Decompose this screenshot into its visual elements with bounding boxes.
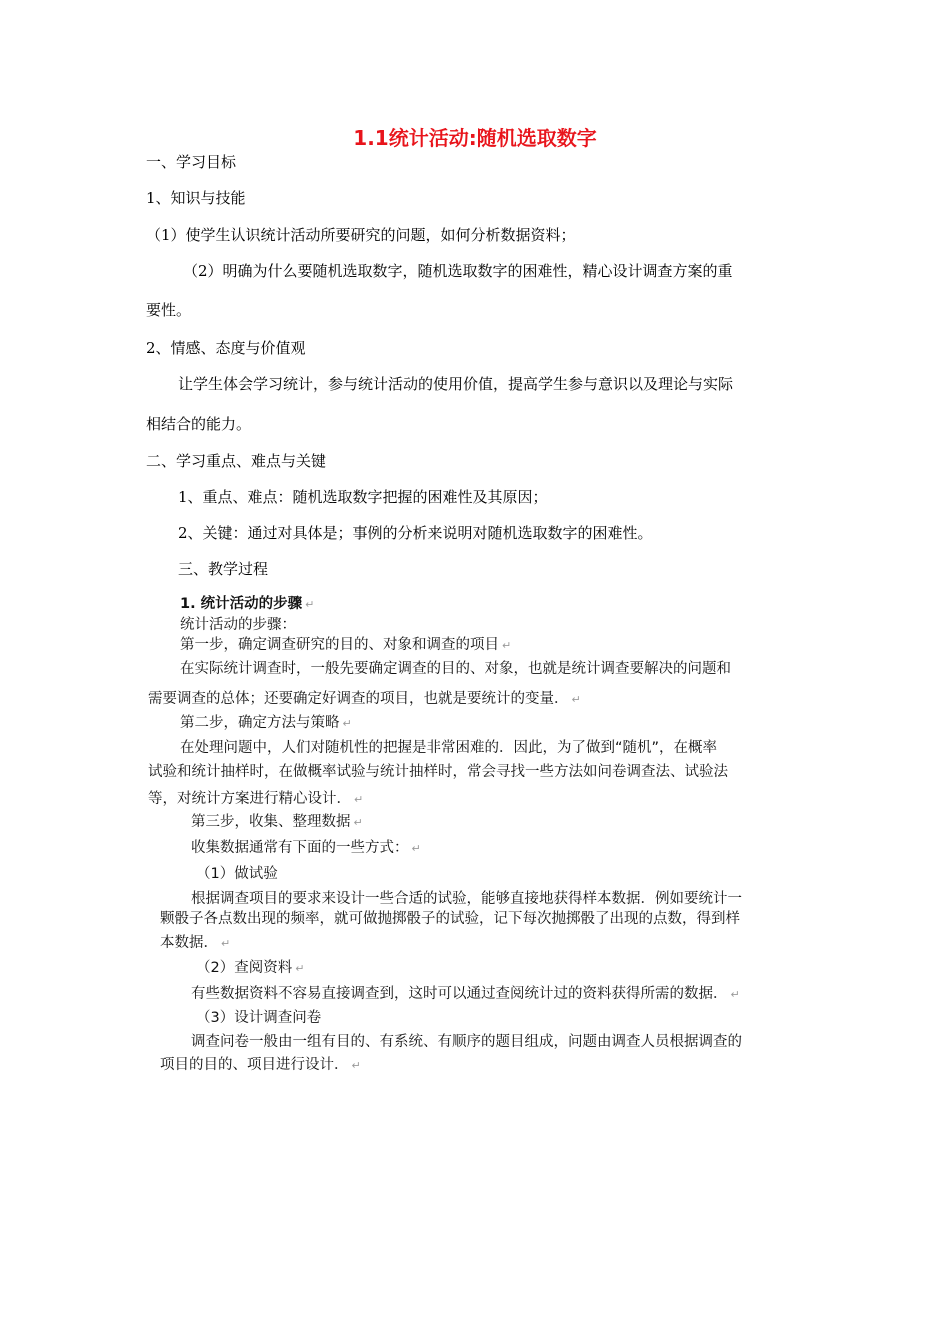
focus-item-2: 2、关键：通过对具体是；事例的分析来说明对随机选取数字的困难性。 [178, 524, 653, 542]
paragraph-mark: ↵ [353, 816, 363, 829]
step-2-para-line-3: 等，对统计方案进行精心设计． [148, 791, 351, 807]
paragraph-mark: ↵ [354, 793, 364, 806]
emotion-line-1: 让学生体会学习统计，参与统计活动的使用价值，提高学生参与意识以及理论与实际 [178, 375, 734, 393]
step-1-heading: 第一步，确定调查研究的目的、对象和调查的项目 [180, 637, 499, 653]
cropped-line [148, 789, 408, 807]
method-1-para-line-1: 根据调查项目的要求来设计一些合适的试验，能够直接地获得样本数据．例如要统计一 [191, 891, 742, 907]
objectives-heading: 一、学习目标 [146, 153, 237, 171]
method-3-heading: （3）设计调查问卷 [196, 1010, 322, 1026]
knowledge-heading: 1、知识与技能 [146, 189, 246, 207]
step-1-para-line-2: 需要调查的总体；还要确定好调查的项目，也就是要统计的变量． [148, 691, 569, 707]
embedded-step-2-cont [148, 762, 728, 782]
method-1-heading: （1）做试验 [196, 866, 278, 882]
objective-item-2-line-1: （2）明确为什么要随机选取数字，随机选取数字的困难性，精心设计调查方案的重 [183, 262, 733, 280]
embedded-steps-block-1 [180, 594, 731, 679]
step-1-para-line-1: 在实际统计调查时，一般先要确定调查的目的、对象，也就是统计调查要解决的问题和 [180, 661, 731, 677]
method-3-para-line-2: 项目的目的、项目进行设计． [160, 1057, 349, 1073]
embedded-steps-block-1-cont [148, 689, 581, 710]
page-title: 1.1统计活动:随机选取数字 [353, 126, 597, 150]
objective-item-1: （1）使学生认识统计活动所要研究的问题，如何分析数据资料； [146, 226, 576, 244]
paragraph-mark: ↵ [730, 988, 740, 1001]
embedded-steps-block-2 [191, 812, 742, 909]
step-3-heading: 第三步，收集、整理数据 [191, 814, 351, 830]
method-2-para-line-1: 有些数据资料不容易直接调查到，这时可以通过查阅统计过的资料获得所需的数据． [191, 986, 728, 1002]
step-2-heading: 第二步，确定方法与策略 [180, 715, 340, 731]
method-1-para-line-3: 本数据． [160, 935, 218, 951]
focus-heading: 二、学习重点、难点与关键 [146, 452, 327, 470]
steps-intro: 统计活动的步骤： [180, 617, 296, 633]
paragraph-mark: ↵ [342, 717, 352, 730]
emotion-line-2: 相结合的能力。 [146, 415, 252, 433]
paragraph-mark: ↵ [502, 639, 512, 652]
paragraph-mark: ↵ [295, 962, 305, 975]
collect-intro: 收集数据通常有下面的一些方式： [191, 840, 409, 856]
paragraph-mark: ↵ [305, 598, 315, 611]
method-2-heading: （2）查阅资料 [196, 960, 293, 976]
paragraph-mark: ↵ [571, 693, 581, 706]
method-3-para-line-1: 调查问卷一般由一组有目的、有系统、有顺序的题目组成，问题由调查人员根据调查的 [191, 1034, 742, 1050]
objective-item-2-line-2: 要性。 [146, 301, 192, 319]
embedded-step-2-block [180, 713, 717, 758]
focus-item-1: 1、重点、难点：随机选取数字把握的困难性及其原因； [178, 488, 548, 506]
paragraph-mark: ↵ [351, 1059, 361, 1072]
paragraph-mark: ↵ [221, 937, 231, 950]
paragraph-mark: ↵ [411, 842, 421, 855]
embedded-steps-block-2-cont [160, 909, 740, 954]
embedded-method-2-block [191, 958, 742, 1052]
step-2-para-line-1: 在处理问题中，人们对随机性的把握是非常困难的．因此，为了做到“随机”，在概率 [180, 740, 718, 756]
method-1-para-line-2: 颗骰子各点数出现的频率，就可做抛掷骰子的试验，记下每次抛掷骰了出现的点数，得到样 [160, 911, 740, 927]
steps-heading: 1. 统计活动的步骤 [180, 596, 303, 612]
embedded-method-3-cont [160, 1055, 361, 1076]
emotion-heading: 2、情感、态度与价值观 [146, 339, 306, 357]
process-heading: 三、教学过程 [178, 560, 269, 578]
step-2-para-line-2: 试验和统计抽样时，在做概率试验与统计抽样时，常会寻找一些方法如问卷调查法、试验法 [148, 764, 728, 780]
